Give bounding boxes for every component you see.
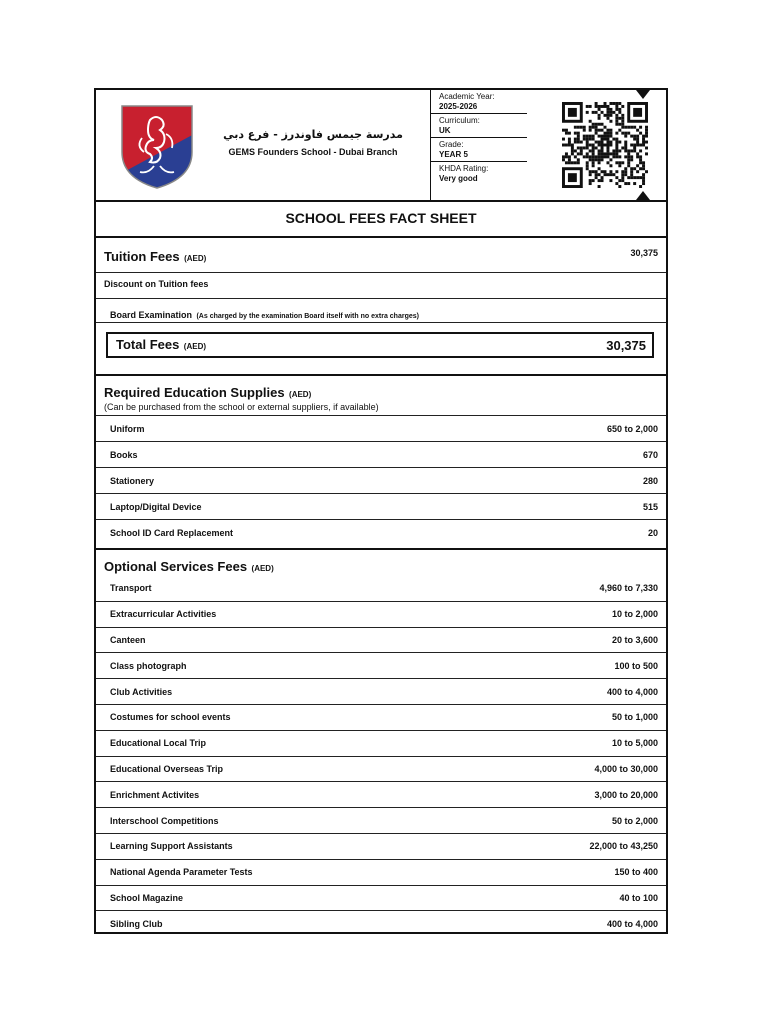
row-value: 670 (642, 449, 658, 460)
table-row (96, 468, 666, 494)
table-row (96, 520, 666, 546)
qr-code-icon[interactable] (562, 102, 648, 188)
table-row (96, 679, 666, 705)
optional-unit: (AED) (251, 564, 274, 573)
row-label: Canteen (110, 634, 146, 645)
row-label: Stationery (110, 475, 155, 486)
tuition-value: 30,375 (630, 248, 658, 258)
table-row (96, 860, 666, 886)
tuition-title-wrap (104, 248, 206, 266)
board-exam-note: (As charged by the examination Board itself with no extra charges) (196, 313, 419, 320)
row-value: 400 to 4,000 (606, 919, 658, 930)
table-row (96, 602, 666, 628)
school-info-panel (430, 90, 527, 200)
school-names (208, 128, 418, 157)
supplies-list (96, 416, 666, 546)
table-row (96, 834, 666, 860)
total-fees-title: Total Fees (116, 337, 180, 352)
row-value: 3,000 to 20,000 (594, 789, 658, 800)
school-name-arabic: مدرسة جيمس فاوندرز - فرع دبي (223, 128, 403, 141)
total-fees-value: 30,375 (606, 337, 646, 353)
qr-area (536, 90, 666, 200)
info-value: 2025-2026 (439, 102, 478, 111)
notch-bottom-icon (636, 191, 650, 200)
row-value: 40 to 100 (619, 892, 658, 903)
row-value: 10 to 2,000 (611, 609, 658, 620)
table-row (96, 808, 666, 834)
table-row (96, 782, 666, 808)
tuition-title: Tuition Fees (104, 249, 180, 264)
row-label: School Magazine (110, 892, 184, 903)
table-row (96, 911, 666, 937)
divider (96, 298, 666, 299)
info-academic-year (431, 90, 527, 114)
total-fees-title-wrap (116, 336, 606, 354)
row-label: Enrichment Activites (110, 789, 200, 800)
board-exam-row (110, 305, 419, 323)
supplies-header (96, 376, 666, 416)
table-row (96, 494, 666, 520)
optional-title: Optional Services Fees (104, 559, 248, 574)
supplies-unit: (AED) (289, 390, 312, 399)
table-row (96, 628, 666, 654)
row-label: Costumes for school events (110, 712, 231, 723)
total-fees-box (106, 332, 654, 358)
info-value: UK (439, 126, 451, 135)
row-value: 280 (642, 475, 658, 486)
row-label: Learning Support Assistants (110, 841, 233, 852)
row-value: 50 to 1,000 (611, 712, 658, 723)
school-name-english: GEMS Founders School - Dubai Branch (228, 147, 398, 157)
row-label: Class photograph (110, 660, 187, 671)
row-label: Interschool Competitions (110, 815, 219, 826)
fees-fact-sheet (94, 88, 668, 934)
table-row (96, 731, 666, 757)
info-curriculum (431, 114, 527, 138)
discount-label: Discount on Tuition fees (104, 279, 209, 289)
row-value: 650 to 2,000 (606, 423, 658, 434)
notch-top-icon (636, 90, 650, 99)
supplies-section (96, 376, 666, 550)
supplies-title: Required Education Supplies (104, 385, 285, 400)
supplies-note: (Can be purchased from the school or external suppliers, if available) (104, 402, 379, 412)
info-label: Grade: (439, 140, 464, 149)
table-row (96, 576, 666, 602)
supplies-title-wrap (104, 384, 666, 402)
optional-list (96, 576, 666, 937)
row-value: 100 to 500 (614, 660, 658, 671)
table-row (96, 886, 666, 912)
page-title: SCHOOL FEES FACT SHEET (96, 200, 666, 238)
row-label: Extracurricular Activities (110, 609, 217, 620)
table-row (96, 416, 666, 442)
optional-header (96, 550, 666, 576)
info-grade (431, 138, 527, 162)
divider (96, 272, 666, 273)
info-khda-rating (431, 162, 527, 186)
row-value: 515 (642, 501, 658, 512)
divider (96, 322, 666, 323)
row-label: Sibling Club (110, 919, 163, 930)
row-label: Uniform (110, 423, 145, 434)
row-label: Transport (110, 583, 152, 594)
row-label: School ID Card Replacement (110, 528, 234, 538)
row-value: 22,000 to 43,250 (589, 841, 658, 852)
table-row (96, 653, 666, 679)
row-value: 50 to 2,000 (611, 815, 658, 826)
optional-section (96, 550, 666, 934)
row-label: Educational Local Trip (110, 738, 207, 749)
info-value: YEAR 5 (439, 150, 468, 159)
school-crest-icon (120, 104, 194, 190)
row-value: 10 to 5,000 (611, 738, 658, 749)
row-value: 4,960 to 7,330 (599, 583, 658, 594)
sheet-header (96, 90, 666, 202)
row-label: National Agenda Parameter Tests (110, 867, 253, 878)
row-label: Books (110, 449, 138, 460)
info-label: Academic Year: (439, 92, 495, 101)
total-fees-unit: (AED) (183, 342, 207, 351)
info-label: Curriculum: (439, 116, 480, 125)
row-value: 20 (647, 528, 658, 538)
table-row (96, 757, 666, 783)
row-label: Educational Overseas Trip (110, 763, 224, 774)
board-exam-label: Board Examination (110, 310, 193, 320)
info-value: Very good (439, 174, 478, 183)
tuition-unit: (AED) (184, 254, 207, 263)
row-value: 4,000 to 30,000 (594, 763, 658, 774)
table-row (96, 442, 666, 468)
row-value: 400 to 4,000 (606, 686, 658, 697)
row-label: Laptop/Digital Device (110, 501, 202, 512)
row-value: 150 to 400 (614, 867, 658, 878)
info-label: KHDA Rating: (439, 164, 489, 173)
row-value: 20 to 3,600 (611, 634, 658, 645)
row-label: Club Activities (110, 686, 173, 697)
tuition-section (96, 238, 666, 376)
table-row (96, 705, 666, 731)
